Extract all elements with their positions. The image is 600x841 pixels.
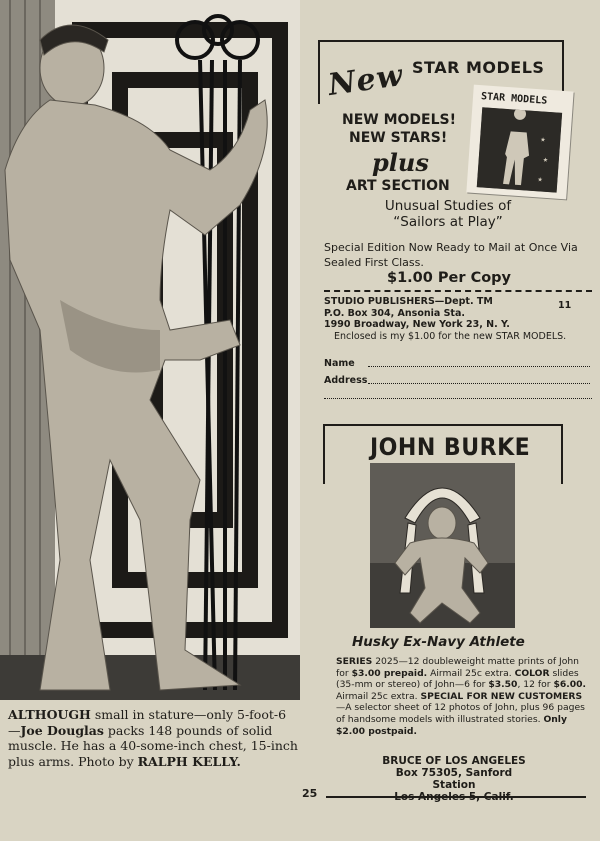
only-price: Only $2.00 postpaid. <box>336 713 567 737</box>
star-models-booklet <box>466 85 573 200</box>
series-label: SERIES <box>336 656 373 667</box>
bruce-city: Los Angeles 5, Calif. <box>394 791 514 803</box>
caption-text-1: small in stature—only 5-foot-6— <box>8 707 287 738</box>
unusual-studies-line: Unusual Studies of “Sailors at Play” <box>384 198 512 230</box>
footer-rule <box>326 796 586 798</box>
coupon-name-field[interactable] <box>324 358 592 369</box>
coupon-number: 11 <box>558 300 572 311</box>
series-text-4: , 12 for <box>517 679 554 691</box>
address-second-line <box>324 398 592 399</box>
address-blank-line <box>368 383 590 384</box>
new-models-line: NEW MODELS! <box>342 112 457 128</box>
booklet-title: STAR MODELS <box>480 91 548 107</box>
caption-lead: ALTHOUGH <box>8 707 91 722</box>
john-burke-photo <box>370 463 515 628</box>
coupon-street: 1990 Broadway, New York 23, N. Y. <box>324 319 510 330</box>
series-text-6: —A selector sheet of 12 photos of John, plus 96 pages of handsome models with illustrated stories. <box>336 702 585 725</box>
color-label: COLOR <box>514 667 550 679</box>
series-text-3: slides (35-mm or stereo) of John—6 for <box>336 667 579 691</box>
name-label: Name <box>324 358 355 369</box>
coupon-box: P.O. Box 304, Ansonia Sta. <box>324 307 465 319</box>
series-text-5: Airmail 25c extra. <box>336 690 421 702</box>
page-number: 25 <box>302 787 318 800</box>
svg-text:★: ★ <box>537 176 544 184</box>
husky-subtitle: Husky Ex-Navy Athlete <box>352 634 525 650</box>
new-stars-line: NEW STARS! <box>349 130 448 146</box>
color-price-1: $3.50 <box>488 679 518 691</box>
svg-text:★: ★ <box>542 156 549 165</box>
booklet-figure-image <box>477 107 562 192</box>
coupon-publisher: STUDIO PUBLISHERS—Dept. TM <box>324 296 493 307</box>
caption-name: Joe Douglas <box>20 722 104 738</box>
star-models-title: STAR MODELS <box>412 58 545 77</box>
series-text-2: Airmail 25c extra. <box>427 667 515 679</box>
special-edition-text: Special Edition Now Ready to Mail at Once Via Sealed First Class. <box>324 241 578 269</box>
star-models-price: $1.00 Per Copy <box>387 270 512 286</box>
john-burke-title: JOHN BURKE <box>370 433 531 461</box>
new-script-heading: New <box>325 57 406 104</box>
color-price-2: $6.00. <box>553 679 587 691</box>
art-section-line: ART SECTION <box>346 178 450 194</box>
caption-text-2: packs 148 pounds of solid muscle. He has a 40-some-inch chest, 15-inch plus arms. Photo by <box>8 722 298 769</box>
series-price: $3.00 prepaid. <box>351 667 428 679</box>
coupon-cut-line <box>324 290 592 292</box>
main-photo <box>0 0 300 700</box>
booklet-cover-photo <box>477 107 562 192</box>
order-coupon <box>324 296 592 342</box>
name-blank-line <box>368 366 590 367</box>
photo-caption <box>8 707 298 769</box>
svg-text:★: ★ <box>539 136 546 144</box>
address-label: Address <box>324 375 368 386</box>
caption-photographer: RALPH KELLY. <box>137 753 241 769</box>
bruce-box: Box 75305, Sanford Station <box>395 767 513 791</box>
special-label: SPECIAL FOR NEW CUSTOMERS <box>420 690 583 702</box>
series-description <box>336 656 588 737</box>
plus-script: plus <box>372 148 429 177</box>
headdress-figure-image <box>370 463 515 628</box>
bruce-name: BRUCE OF LOS ANGELES <box>382 755 526 767</box>
series-text-1: 2025—12 doubleweight matte prints of John for <box>336 656 579 679</box>
coupon-enclosed: Enclosed is my $1.00 for the new STAR MODELS. <box>334 330 567 342</box>
bodybuilder-photo <box>0 0 300 700</box>
coupon-address-field[interactable] <box>324 375 592 386</box>
